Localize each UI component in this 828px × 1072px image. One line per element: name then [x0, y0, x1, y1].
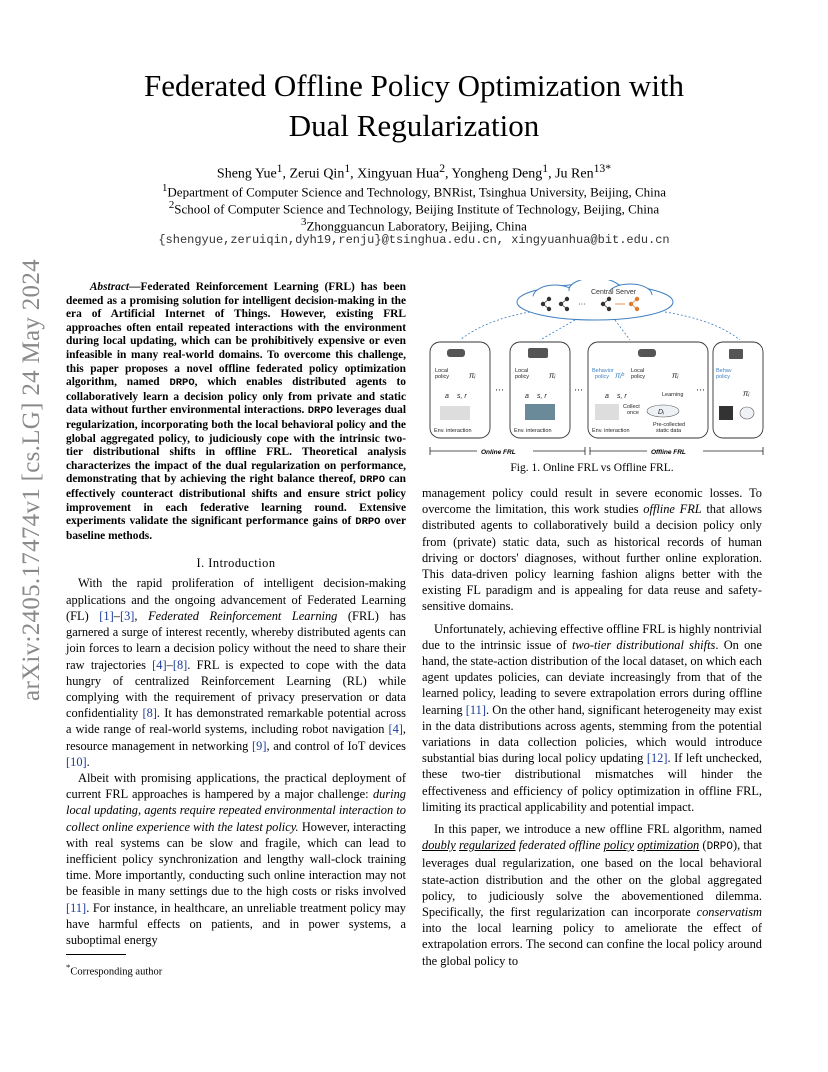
section-heading: I. Introduction — [196, 556, 276, 571]
intro-paragraph-2 — [66, 770, 406, 948]
policy-word-label: policy — [515, 374, 530, 380]
text: . It has demonstrated remarkable potential across a wide range of real-world systems, including robot navigation — [66, 706, 407, 737]
citation-link[interactable]: [11] — [66, 900, 87, 915]
affiliation — [0, 214, 828, 234]
state-reward-label: s, r — [537, 393, 547, 400]
figure-diagram — [425, 280, 765, 460]
robot-icon — [719, 406, 733, 420]
env-icon — [440, 406, 470, 420]
abstract-label: Abstract — [89, 281, 130, 293]
right-paragraph-3 — [422, 821, 762, 969]
bus-icon — [528, 348, 548, 358]
emphasis: doubly — [422, 838, 456, 853]
algo-name: DRPO — [307, 405, 333, 418]
citation-link[interactable]: [11] — [465, 702, 486, 717]
abstract-text: can effectively counteract distributional shifts and ensure strict policy improvement in each federative learning round. Extensive experiments validate the significant performance gains of — [66, 473, 406, 528]
citation-link[interactable]: [8] — [172, 657, 188, 672]
right-column — [422, 485, 762, 969]
citation-link[interactable]: [12] — [646, 751, 668, 766]
agent-boxes — [430, 342, 763, 438]
algo-name: DRPO — [169, 377, 195, 390]
text: . If left unchecked, these two-tier distributional mismatches will hinder the effectiveness and efficiency of policy optimization in offline FRL, limiting its practical applicability and potential impact. — [422, 751, 762, 814]
text: – — [166, 657, 173, 672]
footnote-text: Corresponding author — [70, 966, 163, 978]
author-sup: 1 — [344, 162, 351, 175]
author-name: Yongheng Deng — [451, 166, 543, 182]
text: However, interacting with real systems can be slow and fragile, which can lead to inefficient policy synchronization and lengthy wall-clock training time. More importantly, conducting such online interaction may not be feasible in many settings due to the high costs or risks involved — [66, 819, 406, 899]
pi-b-label: πᵢᵇ — [615, 371, 624, 380]
abstract-text: —Federated Reinforcement Learning (FRL) has been deemed as a promising solution for intelligent decision-making in the era of Artificial Internet of Things. However, existing FRL approaches often entail repeated interactions with the environment during local updating, which can be prohibitively expensive or even infeasible in many real-world domains. To overcome this challenge, this paper proposes a novel offline federated policy optimization algorithm, named — [66, 281, 407, 389]
affiliation-text: School of Computer Science and Technology, Beijing Institute of Technology, Beijing, China — [174, 201, 660, 217]
dots: ··· — [574, 385, 583, 395]
author-name: Zerui Qin — [289, 166, 345, 182]
local-policy-label: Local — [435, 368, 449, 374]
state-reward-label: s, r — [617, 393, 627, 400]
footnote — [66, 962, 406, 978]
text: , — [134, 608, 149, 623]
text: (FRL) has garnered a surge of interest recently, whereby distributed agents can join forces to learn a decision policy without the need to share their raw trajectories — [66, 608, 406, 672]
footnote-rule — [66, 954, 126, 955]
text: management policy could result in severe economic losses. To overcome the limitation, this work studies — [422, 486, 762, 517]
text: With the rapid proliferation of intelligent decision-making applications and the ongoing advancement of Federated Learning (FL) — [66, 576, 406, 623]
action-label: a — [605, 393, 609, 400]
author-name: Ju Ren — [555, 166, 594, 182]
offline-frl-label: Offline FRL — [651, 449, 686, 456]
author-sup: 1 — [276, 162, 283, 175]
behavior-label: Behavior — [592, 368, 614, 374]
emphasis: offline FRL — [643, 502, 702, 517]
device-icon — [729, 349, 743, 359]
arxiv-stamp-container — [12, 259, 52, 701]
pi-label: πᵢ — [672, 371, 679, 380]
text: ( — [699, 838, 707, 853]
dots: ··· — [696, 385, 705, 395]
database-icon — [740, 407, 754, 419]
pi-label: πᵢ — [549, 371, 556, 380]
citation-link[interactable]: [10] — [66, 754, 87, 769]
affiliation-text: Department of Computer Science and Technology, BNRist, Tsinghua University, Beijing, China — [167, 184, 667, 200]
emphasis: optimization — [637, 838, 700, 853]
emphasis: federated — [518, 838, 566, 853]
policy-word-label: policy — [631, 374, 646, 380]
policy-word-label: policy — [435, 374, 450, 380]
left-column — [66, 281, 406, 948]
right-paragraph-1 — [422, 485, 762, 615]
author-sup: 13* — [593, 162, 612, 175]
env-interaction-label: Env. interaction — [434, 428, 472, 434]
env-interaction-label: Env. interaction — [592, 428, 630, 434]
collect-label: Collect — [623, 404, 640, 410]
intro-paragraph-1 — [66, 575, 406, 769]
car-icon — [447, 349, 465, 357]
author-list: Sheng Yue$^1$, Zerui Qin$^1$, Xingyuan Hua$^2$, Yongheng Deng$^1$, Ju Ren$^{13*}$ — [216, 162, 612, 182]
author-sup: 1 — [542, 162, 549, 175]
algo-name: DRPO — [359, 474, 386, 487]
citation-link[interactable]: [4] — [152, 657, 167, 672]
static-data-label: static data — [656, 428, 682, 434]
emphasis: two-tier distributional shifts — [571, 637, 716, 652]
citation-link[interactable]: [8] — [142, 706, 157, 721]
emphasis: policy — [603, 838, 635, 853]
env-interaction-label: Env. interaction — [514, 428, 552, 434]
online-frl-label: Online FRL — [481, 449, 516, 456]
text: . For instance, in healthcare, an unreliable treatment policy may have harmful effects on patients, and in power systems, a suboptimal energy — [66, 900, 406, 947]
text: Albeit with promising applications, the practical deployment of current FRL approaches is hampered by a major challenge: — [66, 770, 406, 802]
footnote-mark: * — [66, 962, 71, 972]
title-line-1: Federated Offline Policy Optimization with — [143, 68, 685, 103]
policy-word-label: policy — [716, 374, 731, 380]
cloud-icon — [517, 280, 673, 320]
behavior-label: Behav — [716, 368, 732, 374]
title-line-2: Dual Regularization — [288, 108, 540, 143]
pi-label: πᵢ — [743, 389, 750, 398]
text: , and control of IoT devices — [266, 738, 406, 753]
text: . — [86, 754, 90, 769]
arxiv-stamp: arXiv:2405.17474v1 [cs.LG] 24 May 2024 — [18, 259, 45, 701]
action-label: a — [445, 393, 449, 400]
paper-title — [0, 66, 828, 146]
emphasis: conservatism — [696, 905, 762, 920]
car-icon — [638, 349, 656, 357]
abstract-text: , which enables distributed agents to collaboratively learn a decision policy only from private and static data without further environmental interactions. — [66, 376, 406, 417]
precollected-label: Pre-collected — [653, 422, 686, 428]
text: – — [113, 608, 120, 623]
text: ), that leverages dual regularization, one based on the local behavioral state-action distribution and the other on the global aggregated policy, to judiciously solve the abovementioned dilemma. Specifically, the first regularization can incorporate — [422, 838, 762, 920]
right-paragraph-2 — [422, 621, 762, 815]
citation-link[interactable]: [1] — [99, 608, 114, 623]
author-emails[interactable]: {shengyue,zeruiqin,dyh19,renju}@tsinghua.edu.cn, xingyuanhua@bit.edu.cn — [158, 233, 670, 247]
abstract-text: leverages dual regularization, incorporating both the local behavioral policy and the global aggregated policy, to judiciously cope with the intrinsic two-tier distributional shifts in offline FRL. Theoretical analysis characterizes the impact of the dual regularization on performance, demonstrating that by achieving the right balance thereof, — [66, 404, 406, 486]
dots: ··· — [495, 385, 504, 395]
state-reward-label: s, r — [457, 393, 467, 400]
text: . FRL is expected to cope with the data hungry of centralized Reinforcement Learning (RL) while complying with the requirement of privacy preservation or data confidentiality — [66, 657, 406, 721]
text: that allows distributed agents to collaboratively build a decision policy only from (private) static data, such as historical records of human driving or doctors' diagnoses, without further online exploration. This data-driven policy learning fashion aligns better with the existing FL paradigm and is appealing for data reuse and safety-sensitive domains. — [422, 502, 762, 614]
figure-online-vs-offline-frl — [425, 280, 765, 460]
text: . On the other hand, significant heterogeneity may exist in the data distributions across agents, stemming from the potential variations in data collection policies, which would introduce substantial bias during local policy updating — [422, 702, 762, 766]
affiliation-sup: 3 — [301, 216, 307, 228]
abstract-text: over baseline methods. — [66, 515, 406, 542]
emphasis: regularized — [458, 838, 516, 853]
text: In this paper, we introduce a new offline FRL algorithm, named — [434, 822, 762, 837]
once-label: once — [627, 410, 639, 416]
author-name: Sheng Yue — [216, 166, 277, 182]
local-policy-label: Local — [631, 368, 645, 374]
author-name: Xingyuan Hua — [357, 166, 440, 182]
learning-label: Learning — [662, 392, 684, 398]
dataset-label: Dᵢ — [658, 409, 664, 416]
text: , resource management in networking — [66, 722, 406, 753]
abstract — [66, 281, 406, 543]
cloud-dots: ··· — [578, 300, 586, 309]
affiliation-text: Zhongguancun Laboratory, Beijing, China — [306, 218, 527, 234]
local-policy-label: Local — [515, 368, 529, 374]
text: into the local learning policy to ameliorate the effect of extrapolation errors. The second can confine the local policy around the global policy to — [422, 921, 762, 968]
emphasis: offline — [568, 838, 601, 853]
emphasis: Federated Reinforcement Learning — [148, 608, 338, 623]
citation-link[interactable]: [9] — [252, 738, 267, 753]
text: . On one hand, the state-action distribution of the local dataset, on which each agent updates policies, can deviate increasingly from that of the learned policy, leading to severe extrapolation errors during offline learning — [422, 637, 762, 717]
text: Unfortunately, achieving effective offline FRL is highly nontrivial due to the intrinsic issue of — [422, 621, 762, 652]
road-icon — [525, 404, 555, 420]
affiliation-sup: 1 — [161, 182, 168, 194]
pi-label: πᵢ — [469, 371, 476, 380]
central-server-label: Central Server — [591, 289, 637, 296]
author-sup: 2 — [439, 162, 446, 175]
action-label: a — [525, 393, 529, 400]
citation-link[interactable]: [3] — [119, 608, 135, 623]
affiliation-sup: 2 — [168, 199, 175, 211]
policy-word-label: policy — [595, 374, 610, 380]
algo-name: DRPO — [355, 516, 381, 529]
emphasis: during local updating, agents require repeated environmental interaction to collect online experience with the latest policy. — [66, 787, 406, 834]
env-icon — [595, 404, 619, 420]
algo-name: DRPO — [706, 841, 733, 854]
figure-caption: Fig. 1. Online FRL vs Offline FRL. — [510, 462, 674, 474]
citation-link[interactable]: [4] — [388, 722, 403, 737]
